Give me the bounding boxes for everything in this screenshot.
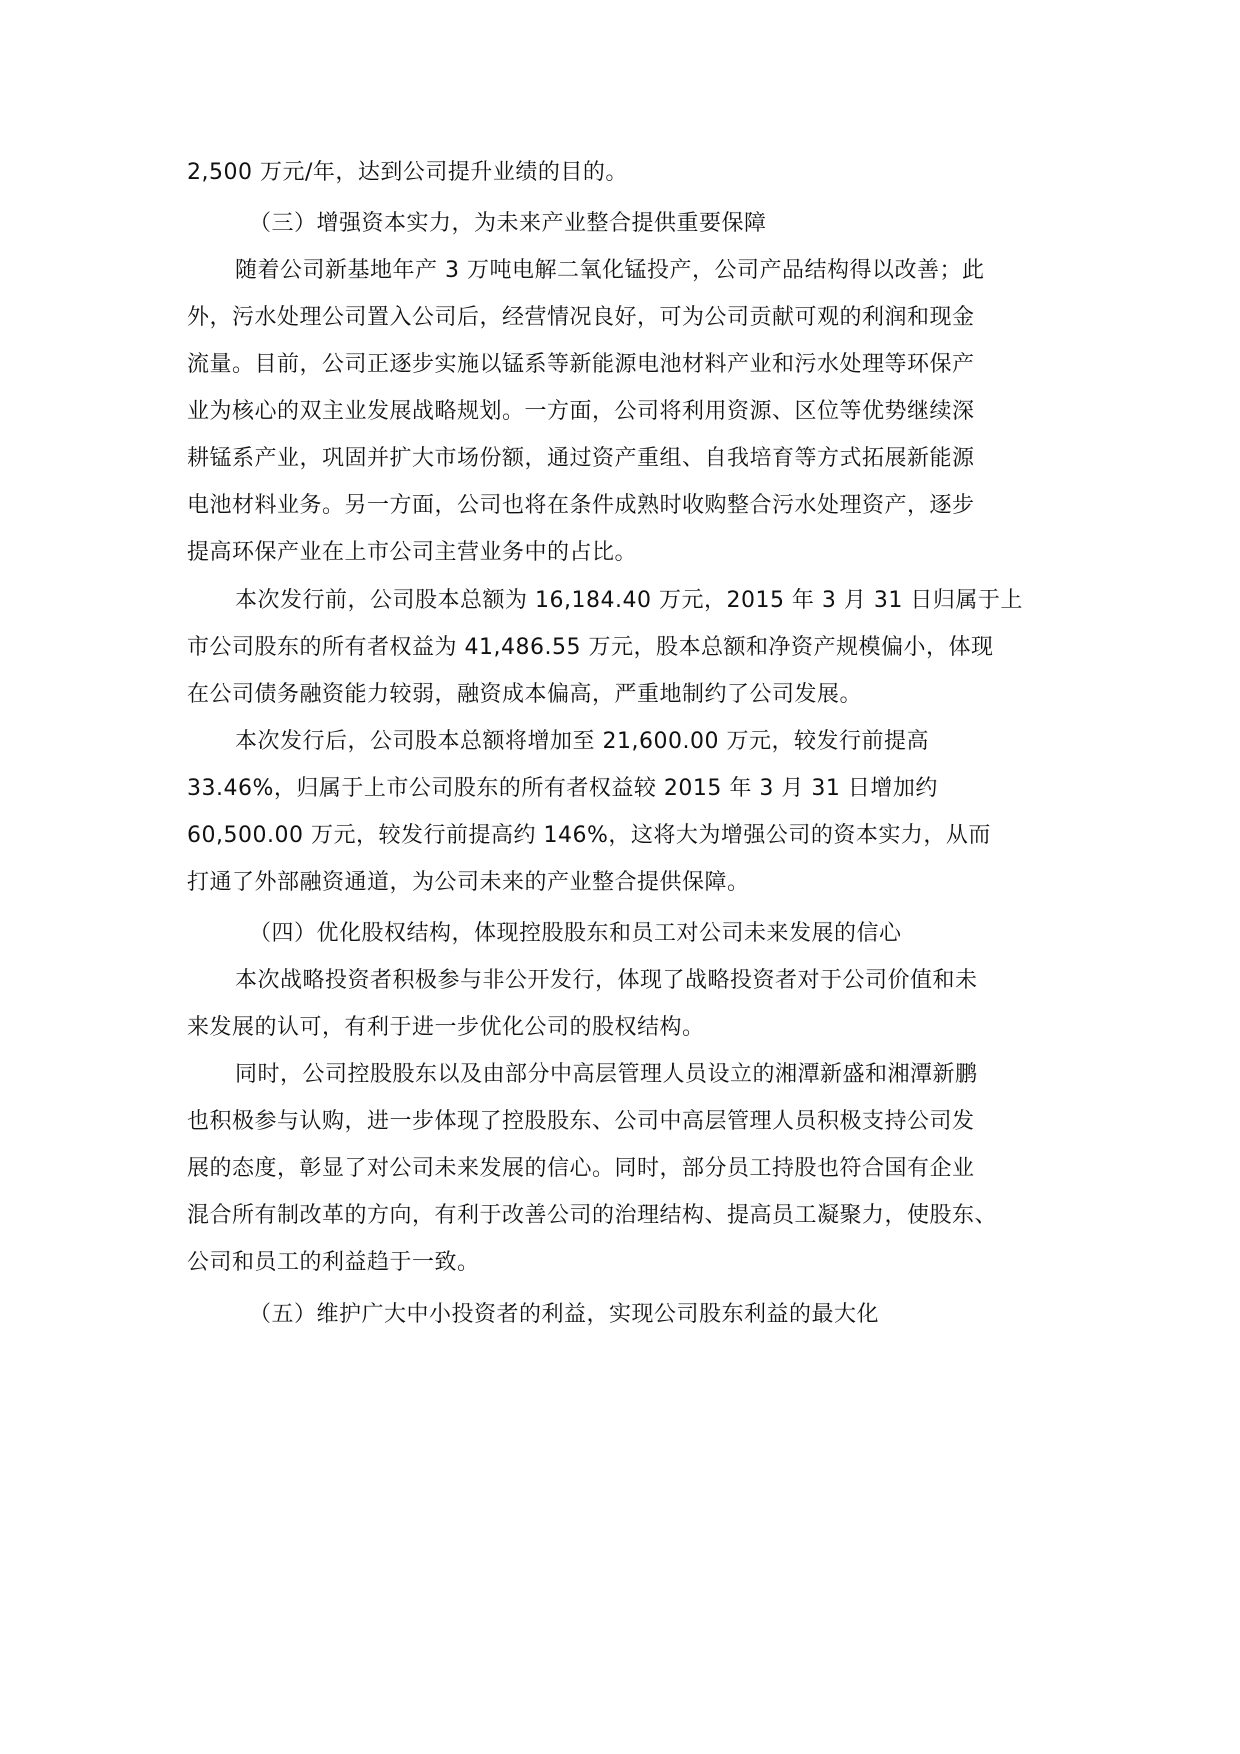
section-heading-3: （三）增强资本实力，为未来产业整合提供重要保障 [249,211,767,236]
paragraph-line: 同时，公司控股股东以及由部分中高层管理人员设立的湘潭新盛和湘潭新鹏 [235,1062,978,1087]
paragraph-line: 2,500 万元/年，达到公司提升业绩的目的。 [187,160,628,185]
section-heading-5: （五）维护广大中小投资者的利益，实现公司股东利益的最大化 [249,1302,880,1327]
paragraph-line: 也积极参与认购，进一步体现了控股股东、公司中高层管理人员积极支持公司发 [187,1109,975,1134]
paragraph-line: 打通了外部融资通道，为公司未来的产业整合提供保障。 [187,870,750,895]
paragraph-line: 外，污水处理公司置入公司后，经营情况良好，可为公司贡献可观的利润和现金 [187,305,975,330]
paragraph-line: 混合所有制改革的方向，有利于改善公司的治理结构、提高员工凝聚力，使股东、 [187,1203,998,1228]
paragraph-line: 33.46%，归属于上市公司股东的所有者权益较 2015 年 3 月 31 日增加约 [187,776,938,801]
paragraph-line: 来发展的认可，有利于进一步优化公司的股权结构。 [187,1015,705,1040]
paragraph-line: 流量。目前，公司正逐步实施以锰系等新能源电池材料产业和污水处理等环保产 [187,352,975,377]
paragraph-line: 提高环保产业在上市公司主营业务中的占比。 [187,540,638,565]
paragraph-line: 本次战略投资者积极参与非公开发行，体现了战略投资者对于公司价值和未 [235,968,978,993]
paragraph-line: 本次发行后，公司股本总额将增加至 21,600.00 万元，较发行前提高 [235,729,929,754]
paragraph-line: 随着公司新基地年产 3 万吨电解二氧化锰投产，公司产品结构得以改善；此 [235,258,985,283]
paragraph-line: 在公司债务融资能力较弱，融资成本偏高，严重地制约了公司发展。 [187,682,863,707]
paragraph-line: 耕锰系产业，巩固并扩大市场份额，通过资产重组、自我培育等方式拓展新能源 [187,446,975,471]
paragraph-line: 电池材料业务。另一方面，公司也将在条件成熟时收购整合污水处理资产，逐步 [187,493,975,518]
paragraph-line: 本次发行前，公司股本总额为 16,184.40 万元，2015 年 3 月 31 日归属于上 [235,588,1023,613]
paragraph-line: 60,500.00 万元，较发行前提高约 146%，这将大为增强公司的资本实力，从而 [187,823,991,848]
paragraph-line: 展的态度，彰显了对公司未来发展的信心。同时，部分员工持股也符合国有企业 [187,1156,975,1181]
section-heading-4: （四）优化股权结构，体现控股股东和员工对公司未来发展的信心 [249,921,902,946]
paragraph-line: 公司和员工的利益趋于一致。 [187,1250,480,1275]
paragraph-line: 市公司股东的所有者权益为 41,486.55 万元，股本总额和净资产规模偏小，体现 [187,635,994,660]
paragraph-line: 业为核心的双主业发展战略规划。一方面，公司将利用资源、区位等优势继续深 [187,399,975,424]
